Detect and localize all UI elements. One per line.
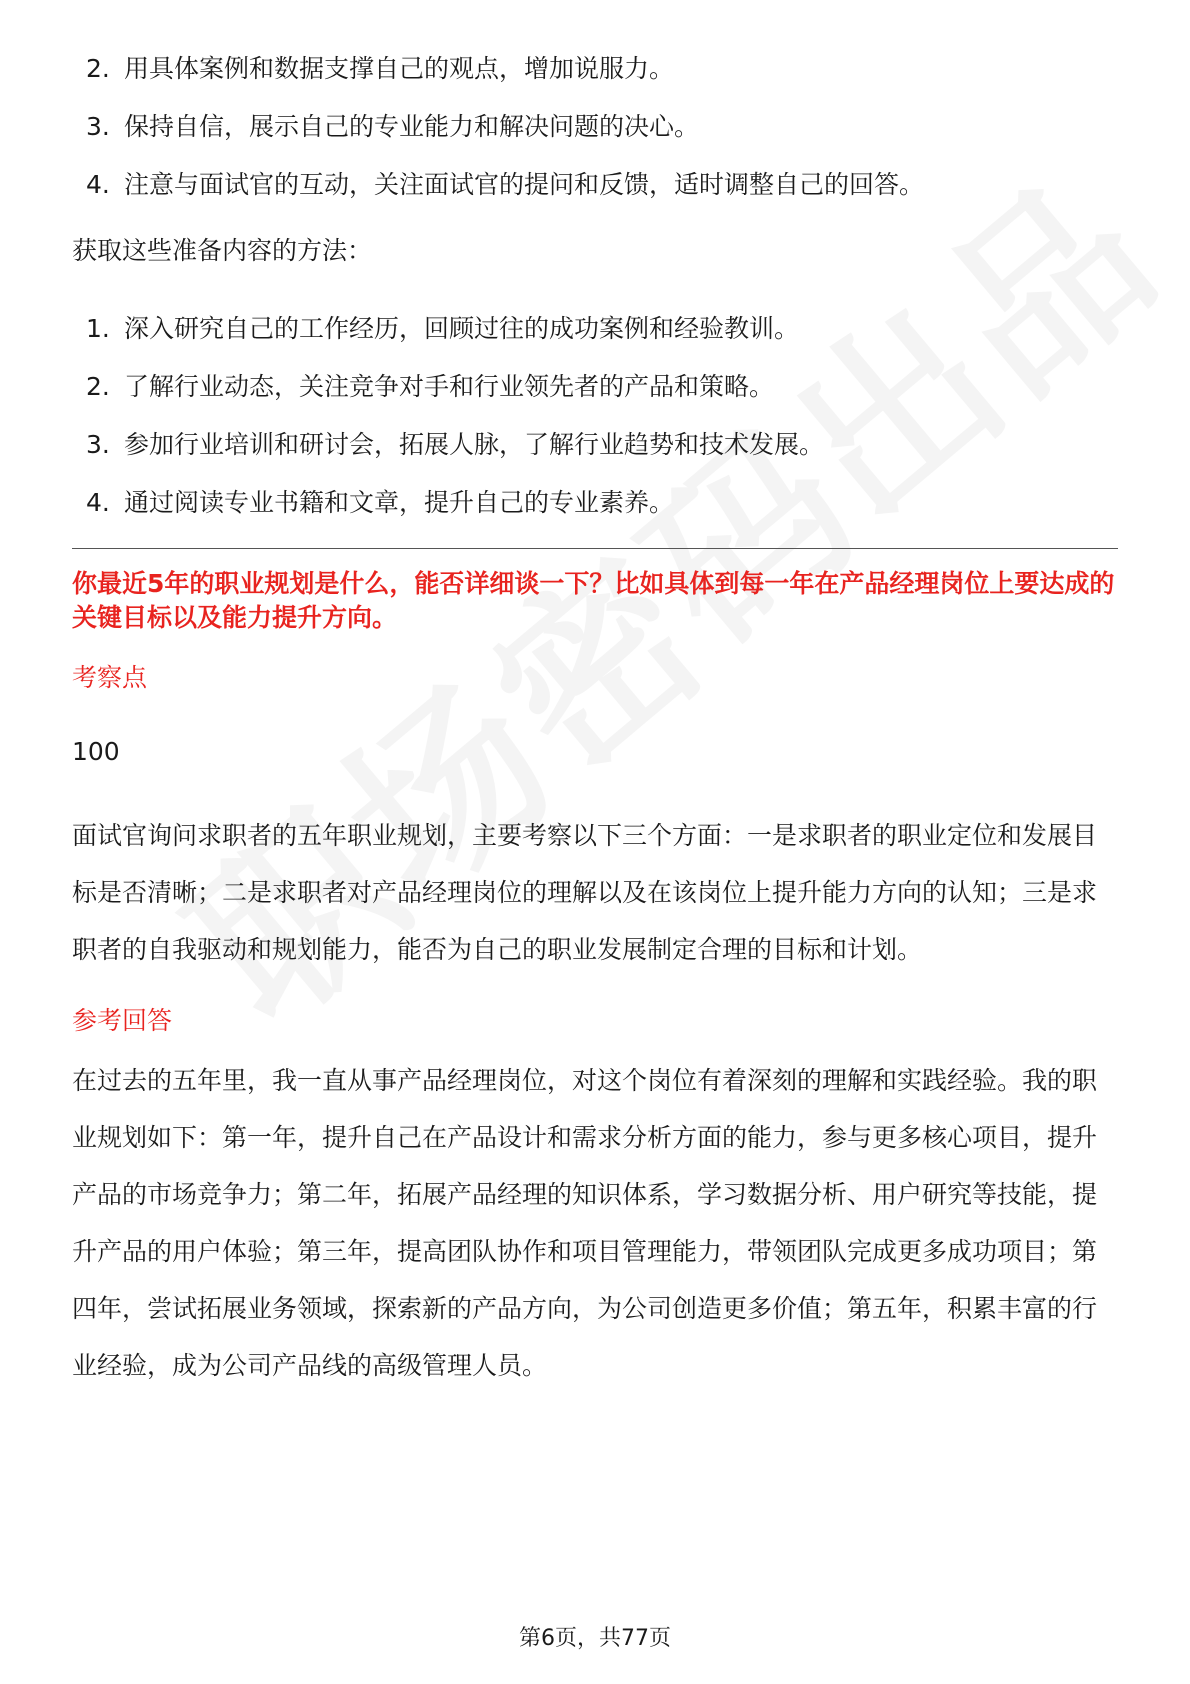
section-divider	[72, 548, 1118, 549]
list-item	[72, 52, 1118, 86]
list-item-text: 保持自信，展示自己的专业能力和解决问题的决心。	[124, 112, 700, 141]
page-number: 第6页，共77页	[519, 1626, 671, 1651]
list-item	[72, 486, 1118, 520]
list-item	[72, 110, 1118, 144]
inspection-text: 面试官询问求职者的五年职业规划，主要考察以下三个方面：一是求职者的职业定位和发展目标是否清晰；二是求职者对产品经理岗位的理解以及在该岗位上提升能力方向的认知；三是求职者的自我驱动和规划能力，能否为自己的职业发展制定合理的目标和计划。	[72, 821, 1098, 964]
answer-heading: 参考回答	[72, 1006, 173, 1035]
methods-list	[72, 312, 1118, 520]
list-item	[72, 168, 1118, 202]
list-item-number: 3.	[86, 112, 110, 141]
list-item	[72, 312, 1118, 346]
page-content	[72, 52, 1118, 1394]
list-item-text: 了解行业动态，关注竞争对手和行业领先者的产品和策略。	[124, 372, 775, 401]
tips-list	[72, 52, 1118, 202]
list-item-number: 2.	[86, 372, 110, 401]
inspection-body	[72, 807, 1118, 978]
methods-heading: 获取这些准备内容的方法：	[72, 236, 373, 265]
list-item-text: 参加行业培训和研讨会，拓展人脉，了解行业趋势和技术发展。	[124, 430, 825, 459]
list-item-number: 4.	[86, 488, 110, 517]
list-item-number: 3.	[86, 430, 110, 459]
list-item-text: 注意与面试官的互动，关注面试官的提问和反馈，适时调整自己的回答。	[124, 170, 925, 199]
list-item	[72, 370, 1118, 404]
list-item	[72, 428, 1118, 462]
list-item-number: 2.	[86, 54, 110, 83]
list-item-text: 深入研究自己的工作经历，回顾过往的成功案例和经验教训。	[124, 314, 800, 343]
inspection-heading: 考察点	[72, 663, 148, 692]
list-item-text: 通过阅读专业书籍和文章，提升自己的专业素养。	[124, 488, 675, 517]
list-item-number: 1.	[86, 314, 110, 343]
list-item-number: 4.	[86, 170, 110, 199]
score-value: 100	[72, 737, 120, 766]
answer-text: 在过去的五年里，我一直从事产品经理岗位，对这个岗位有着深刻的理解和实践经验。我的职业规划如下：第一年，提升自己在产品设计和需求分析方面的能力，参与更多核心项目，提升产品的市场竞争力；第二年，拓展产品经理的知识体系，学习数据分析、用户研究等技能，提升产品的用户体验；第三年，提高团队协作和项目管理能力，带领团队完成更多成功项目；第四年，尝试拓展业务领域，探索新的产品方向，为公司创造更多价值；第五年，积累丰富的行业经验，成为公司产品线的高级管理人员。	[72, 1066, 1098, 1380]
interview-question: 你最近5年的职业规划是什么，能否详细谈一下？比如具体到每一年在产品经理岗位上要达成的关键目标以及能力提升方向。	[72, 569, 1115, 632]
answer-body	[72, 1052, 1118, 1394]
list-item-text: 用具体案例和数据支撑自己的观点，增加说服力。	[124, 54, 675, 83]
